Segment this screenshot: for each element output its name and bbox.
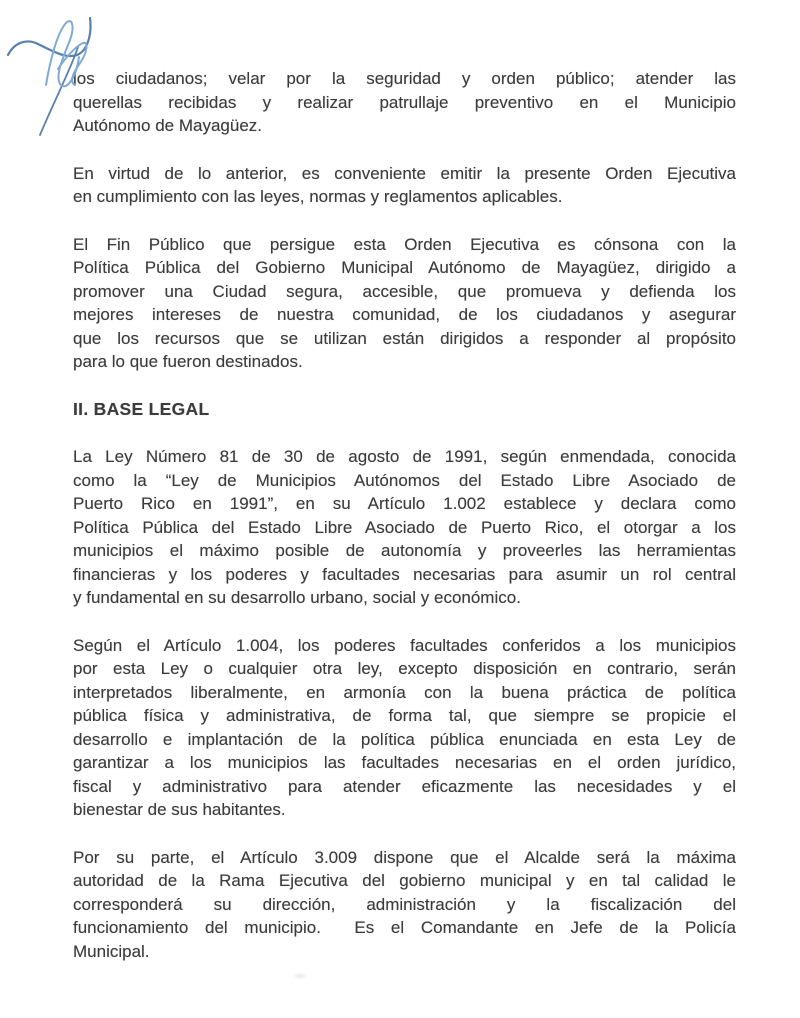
text-line: interpretados liberalmente, en armonía con la buena práctica de política <box>73 682 736 702</box>
text-line: promover una Ciudad segura, accesible, que promueva y defienda los <box>73 281 736 301</box>
text-line: Política Pública del Estado Libre Asociado de Puerto Rico, el otorgar a los <box>73 517 736 537</box>
text-line: fiscal y administrativo para atender eficazmente las necesidades y el <box>73 776 736 796</box>
text-line: para lo que fueron destinados. <box>73 352 303 371</box>
text-line: en cumplimiento con las leyes, normas y reglamentos aplicables. <box>73 187 563 206</box>
text-line: La Ley Número 81 de 30 de agosto de 1991, según enmendada, conocida <box>73 447 736 466</box>
text-line: que los recursos que se utilizan están dirigidos a responder al propósito <box>73 328 736 348</box>
text-line: Municipal. <box>73 941 150 961</box>
text-line: Puerto Rico en 1991”, en su Artículo 1.002 establece y declara como <box>73 494 736 513</box>
scan-smudge <box>292 972 308 980</box>
text-line: autoridad de la Rama Ejecutiva del gobierno municipal y en tal calidad le <box>73 871 736 890</box>
text-line: querellas recibidas y realizar patrullaje preventivo en el Municipio <box>73 92 736 112</box>
signature-stroke <box>8 18 91 56</box>
text-line: por esta Ley o cualquier otra ley, excepto disposición en contrario, serán <box>73 659 736 678</box>
paragraph <box>73 445 736 610</box>
text-line: los ciudadanos; velar por la seguridad y orden público; atender las <box>73 69 736 88</box>
paragraph <box>73 162 736 209</box>
paragraph <box>73 846 736 964</box>
text-line: II. BASE LEGAL <box>73 398 210 419</box>
text-line: desarrollo e implantación de la política pública enunciada en esta Ley de <box>73 729 736 749</box>
text-line: Por su parte, el Artículo 3.009 dispone que el Alcalde será la máxima <box>73 847 736 867</box>
text-line: como la “Ley de Municipios Autónomos del Estado Libre Asociado de <box>73 470 736 490</box>
paragraph <box>73 634 736 822</box>
section-heading <box>73 398 736 422</box>
text-line: garantizar a los municipios las facultades necesarias en el orden jurídico, <box>73 753 736 772</box>
text-line: corresponderá su dirección, administración y la fiscalización del <box>73 894 736 914</box>
text-line: y fundamental en su desarrollo urbano, social y económico. <box>73 588 521 607</box>
text-line: municipios el máximo posible de autonomía y proveerles las herramientas <box>73 541 736 560</box>
text-line: financieras y los poderes y facultades necesarias para asumir un rol central <box>73 564 736 584</box>
text-line: mejores intereses de nuestra comunidad, de los ciudadanos y asegurar <box>73 305 736 324</box>
text-line: Autónomo de Mayagüez. <box>73 116 263 135</box>
text-line: Política Pública del Gobierno Municipal Autónomo de Mayagüez, dirigido a <box>73 258 736 277</box>
text-line: El Fin Público que persigue esta Orden Ejecutiva es cónsona con la <box>73 234 736 254</box>
text-line: En virtud de lo anterior, es conveniente emitir la presente Orden Ejecutiva <box>73 163 736 183</box>
text-line: Según el Artículo 1.004, los poderes facultades conferidos a los municipios <box>73 635 736 655</box>
paragraph <box>73 233 736 374</box>
text-line: pública física y administrativa, de forma tal, que siempre se propicie el <box>73 706 736 725</box>
text-line: funcionamiento del municipio. Es el Comandante en Jefe de la Policía <box>73 918 736 937</box>
document-body <box>73 67 736 987</box>
paragraph <box>73 67 736 138</box>
text-line: bienestar de sus habitantes. <box>73 800 286 819</box>
